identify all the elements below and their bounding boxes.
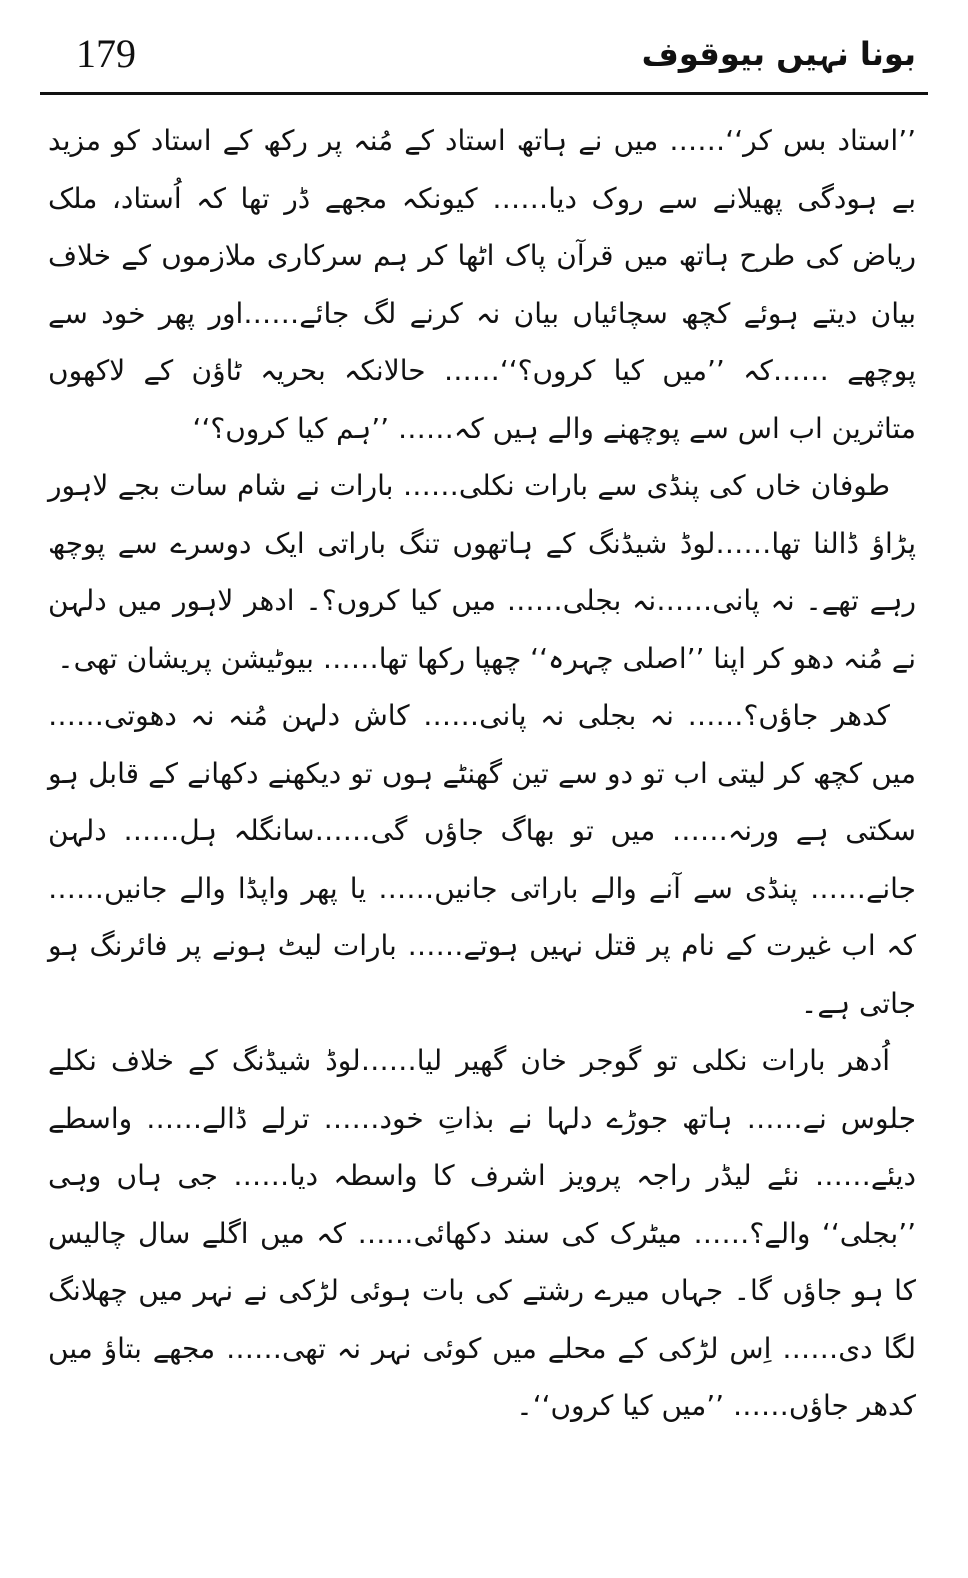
header-divider — [40, 92, 928, 95]
paragraph-3: کدھر جاؤں؟…… نہ بجلی نہ پانی…… کاش دلہن مُنہ نہ دھوتی…… میں کچھ کر لیتی اب تو دو سے تین گھنٹے ہوں تو دیکھنے دکھانے کے قابل ہو سکتی ہے ورنہ…… میں تو بھاگ جاؤں گی……سانگلہ ہل…… دلہن جانے…… پنڈی سے آنے والے باراتی جانیں…… یا پھر واپڈا والے جانیں…… کہ اب غیرت کے نام پر قتل نہیں ہوتے…… بارات لیٹ ہونے پر فائرنگ ہو جاتی ہے۔ — [48, 699, 916, 1020]
paragraph-4: اُدھر بارات نکلی تو گوجر خان گھیر لیا……لوڈ شیڈنگ کے خلاف نکلے جلوس نے…… ہاتھ جوڑے دلہا نے بذاتِ خود…… ترلے ڈالے…… واسطے دیئے…… نئے لیڈر راجہ پرویز اشرف کا واسطہ دیا…… جی ہاں وہی ’’بجلی‘‘ والے؟…… میٹرک کی سند دکھائی…… کہ میں اگلے سال چالیس کا ہو جاؤں گا۔ جہاں میرے رشتے کی بات ہوئی لڑکی نے نہر میں چھلانگ لگا دی…… اِس لڑکی کے محلے میں کوئی نہر نہ تھی…… مجھے بتاؤ میں کدھر جاؤں…… ’’میں کیا کروں‘‘۔ — [48, 1044, 916, 1422]
page-number: 179 — [76, 31, 136, 76]
page-header — [40, 18, 928, 88]
page-body — [48, 112, 916, 1435]
paragraph-2: طوفان خاں کی پنڈی سے بارات نکلی…… بارات نے شام سات بجے لاہور پڑاؤ ڈالنا تھا……لوڈ شیڈنگ کے ہاتھوں تنگ باراتی ایک دوسرے سے پوچھ رہے تھے۔ نہ پانی……نہ بجلی…… میں کیا کروں؟۔ ادھر لاہور میں دلہن نے مُنہ دھو کر اپنا ’’اصلی چہرہ‘‘ چھپا رکھا تھا…… بیوٹیشن پریشان تھی۔ — [48, 469, 916, 675]
paragraph-1: ’’استاد بس کر‘‘…… میں نے ہاتھ استاد کے مُنہ پر رکھ کے استاد کو مزید بے ہودگی پھیلانے سے روک دیا…… کیونکہ مجھے ڈر تھا کہ اُستاد، ملک ریاض کی طرح ہاتھ میں قرآن پاک اٹھا کر ہم سرکاری ملازموں کے خلاف بیان دیتے ہوئے کچھ سچائیاں بیان نہ کرنے لگ جائے……اور پھر خود سے پوچھے ……کہ ’’میں کیا کروں؟‘‘…… حالانکہ بحریہ ٹاؤن کے لاکھوں متاثرین اب اس سے پوچھنے والے ہیں کہ…… ’’ہم کیا کروں؟‘‘ — [48, 124, 916, 445]
running-title: بونا نہیں بیوقوف — [641, 35, 916, 73]
